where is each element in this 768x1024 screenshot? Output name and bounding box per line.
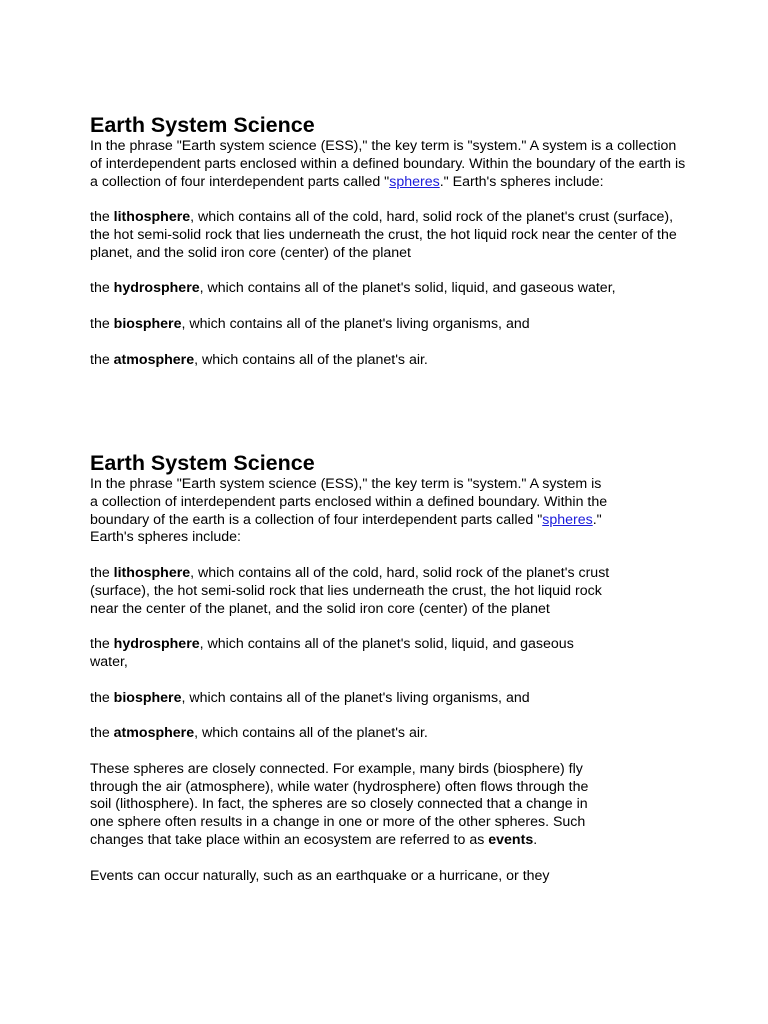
sphere-prefix: the xyxy=(90,564,114,581)
events-paragraph: Events can occur naturally, such as an earthquake or a hurricane, or they xyxy=(90,867,550,884)
document-section xyxy=(90,112,690,387)
section-title: Earth System Science xyxy=(90,451,315,475)
sphere-term: atmosphere xyxy=(113,725,195,742)
spheres-link[interactable]: spheres xyxy=(542,511,593,528)
sphere-description: , which contains all of the planet's solid, liquid, and gaseous water, xyxy=(199,280,616,297)
sphere-prefix: the xyxy=(90,351,114,368)
sphere-description: , which contains all of the planet's living organisms, and xyxy=(181,689,530,706)
intro-paragraph xyxy=(90,476,610,547)
section-title: Earth System Science xyxy=(90,113,315,137)
sphere-term: hydrosphere xyxy=(113,636,200,653)
lithosphere-paragraph xyxy=(90,209,690,262)
connected-end: . xyxy=(533,831,538,848)
sphere-description: , which contains all of the cold, hard, solid rock of the planet's crust (surface), the hot semi-solid rock that lies underneath the crust, the hot liquid rock near the center of the planet, and the solid iron core (center) of the planet xyxy=(90,209,677,261)
intro-text-end: ." Earth's spheres include: xyxy=(90,511,602,546)
sphere-term: atmosphere xyxy=(113,351,195,368)
sphere-term: biosphere xyxy=(113,315,182,332)
intro-text-end: ." Earth's spheres include: xyxy=(439,173,604,190)
sphere-prefix: the xyxy=(90,636,114,653)
connected-paragraph xyxy=(90,761,610,850)
hydrosphere-paragraph xyxy=(90,280,690,298)
biosphere-paragraph xyxy=(90,316,690,334)
hydrosphere-paragraph xyxy=(90,636,610,672)
biosphere-paragraph xyxy=(90,690,610,708)
sphere-description: , which contains all of the planet's solid, liquid, and gaseous water, xyxy=(90,636,574,670)
atmosphere-paragraph xyxy=(90,725,610,743)
intro-paragraph xyxy=(90,138,690,191)
sphere-description: , which contains all of the planet's living organisms, and xyxy=(181,315,530,332)
atmosphere-paragraph xyxy=(90,352,690,370)
sphere-prefix: the xyxy=(90,209,114,226)
intro-text: In the phrase "Earth system science (ESS)," the key term is "system." A system is a collection of interdependent parts enclosed within a defined boundary. Within the boundary of the earth is a collection of four interdependent parts called " xyxy=(90,138,686,190)
events-term: events xyxy=(488,831,534,848)
sphere-description: , which contains all of the cold, hard, solid rock of the planet's crust (surface), the hot semi-solid rock that lies underneath the crust, the hot liquid rock near the center of the planet, and the solid iron core (center) of the planet xyxy=(90,564,610,617)
sphere-term: hydrosphere xyxy=(113,280,200,297)
intro-text: In the phrase "Earth system science (ESS)," the key term is "system." A system is a collection of interdependent parts enclosed within a defined boundary. Within the boundary of the earth is a collection of four interdependent parts called " xyxy=(90,476,608,528)
sphere-description: , which contains all of the planet's air. xyxy=(194,351,428,368)
sphere-prefix: the xyxy=(90,689,114,706)
sphere-description: , which contains all of the planet's air. xyxy=(194,725,428,742)
sphere-term: lithosphere xyxy=(113,564,191,581)
sphere-term: lithosphere xyxy=(113,209,191,226)
connected-text: These spheres are closely connected. For example, many birds (biosphere) fly through the air (atmosphere), while water (hydrosphere) often flows through the soil (lithosphere). In fact, the spheres are so closely connected that a change in one sphere often results in a change in one or more of the other spheres. Such changes that take place within an ecosystem are referred to as xyxy=(90,760,589,848)
sphere-prefix: the xyxy=(90,280,114,297)
sphere-term: biosphere xyxy=(113,689,182,706)
sphere-prefix: the xyxy=(90,725,114,742)
sphere-prefix: the xyxy=(90,315,114,332)
lithosphere-paragraph xyxy=(90,565,610,618)
document-section xyxy=(90,450,610,903)
spheres-link[interactable]: spheres xyxy=(389,173,440,190)
